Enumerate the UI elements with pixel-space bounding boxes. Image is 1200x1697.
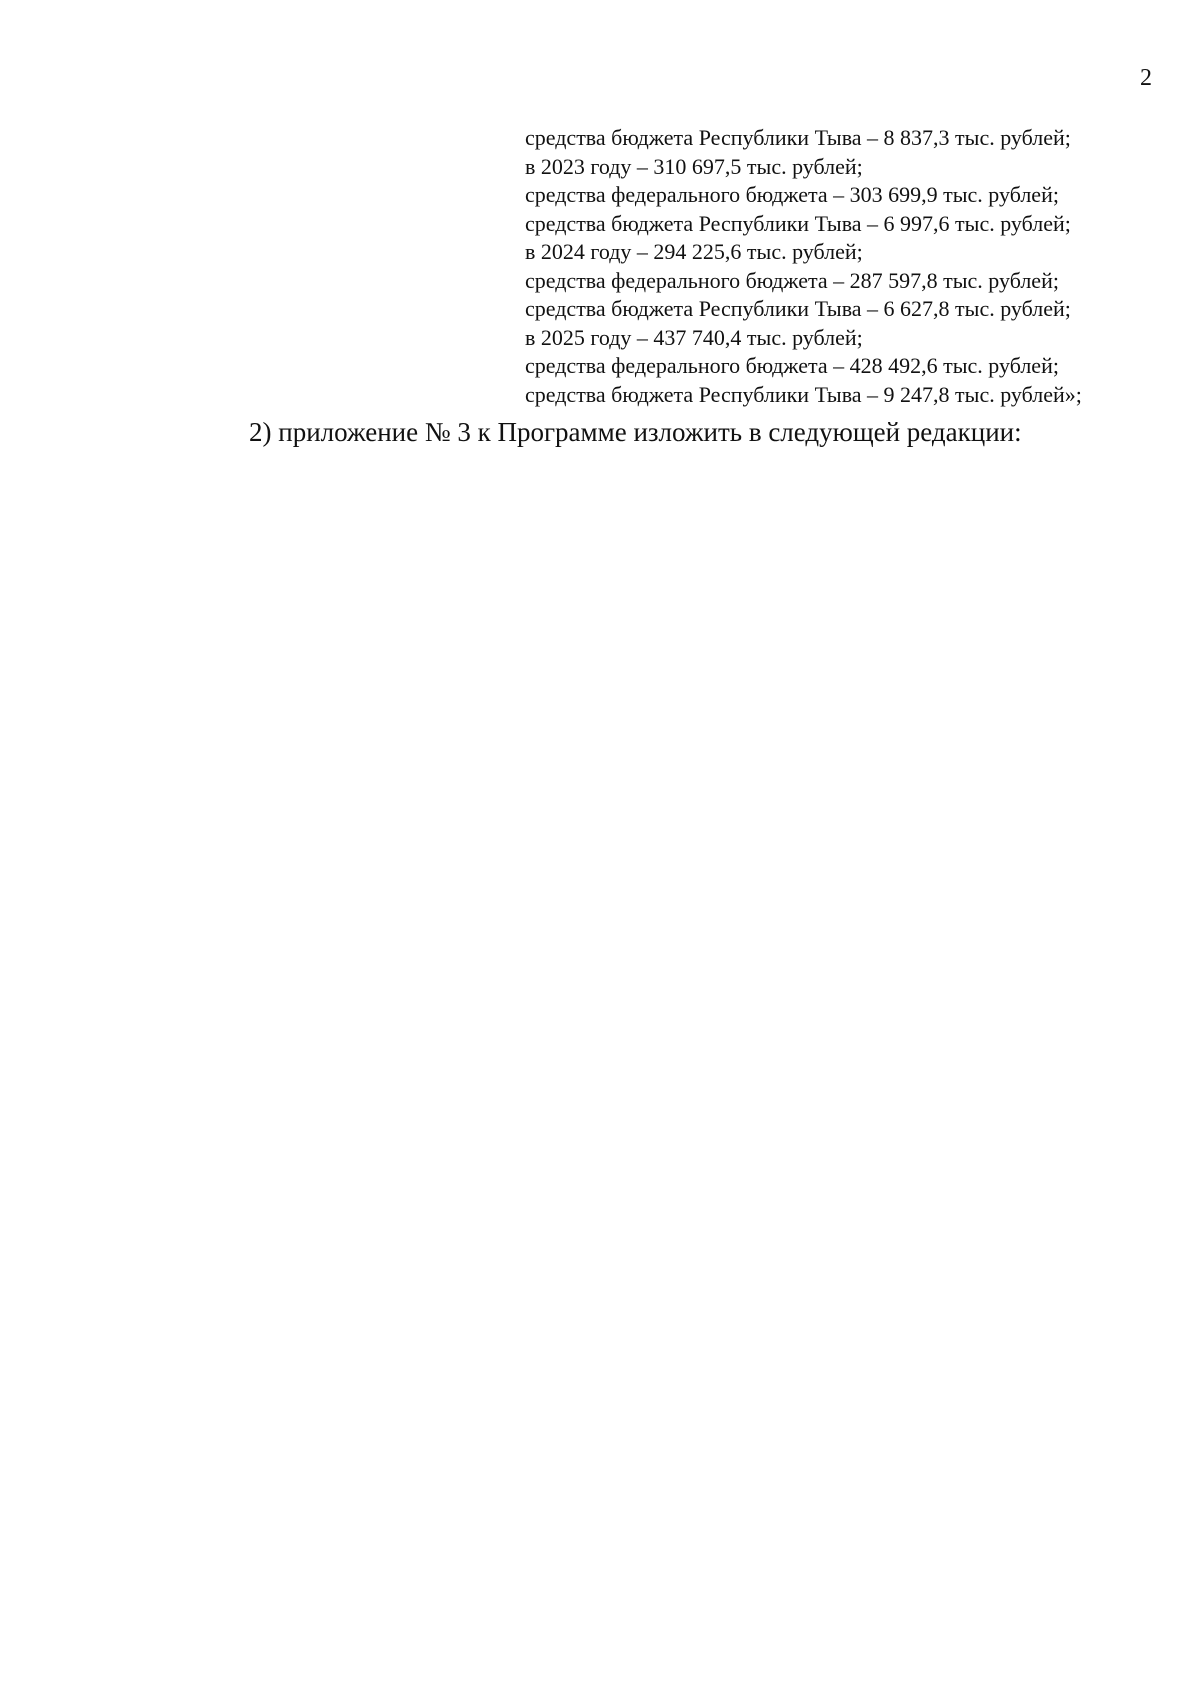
item-2-paragraph: 2) приложение № 3 к Программе изложить в следующей редакции: xyxy=(249,417,1022,447)
page-number: 2 xyxy=(1140,65,1152,91)
budget-line: средства бюджета Республики Тыва – 6 627,8 тыс. рублей; xyxy=(525,296,1071,321)
budget-line: средства федерального бюджета – 428 492,6 тыс. рублей; xyxy=(525,353,1059,378)
budget-block xyxy=(525,124,1165,409)
budget-line: в 2023 году – 310 697,5 тыс. рублей; xyxy=(525,153,863,179)
budget-line: в 2025 году – 437 740,4 тыс. рублей; xyxy=(525,324,863,350)
budget-line: средства бюджета Республики Тыва – 8 837,3 тыс. рублей; xyxy=(525,125,1071,150)
budget-line: в 2024 году – 294 225,6 тыс. рублей; xyxy=(525,239,863,264)
budget-line: средства бюджета Республики Тыва – 9 247,8 тыс. рублей»; xyxy=(525,381,1082,407)
budget-line: средства федерального бюджета – 303 699,9 тыс. рублей; xyxy=(525,182,1059,207)
budget-line: средства бюджета Республики Тыва – 6 997,6 тыс. рублей; xyxy=(525,210,1071,236)
budget-line: средства федерального бюджета – 287 597,8 тыс. рублей; xyxy=(525,267,1059,293)
